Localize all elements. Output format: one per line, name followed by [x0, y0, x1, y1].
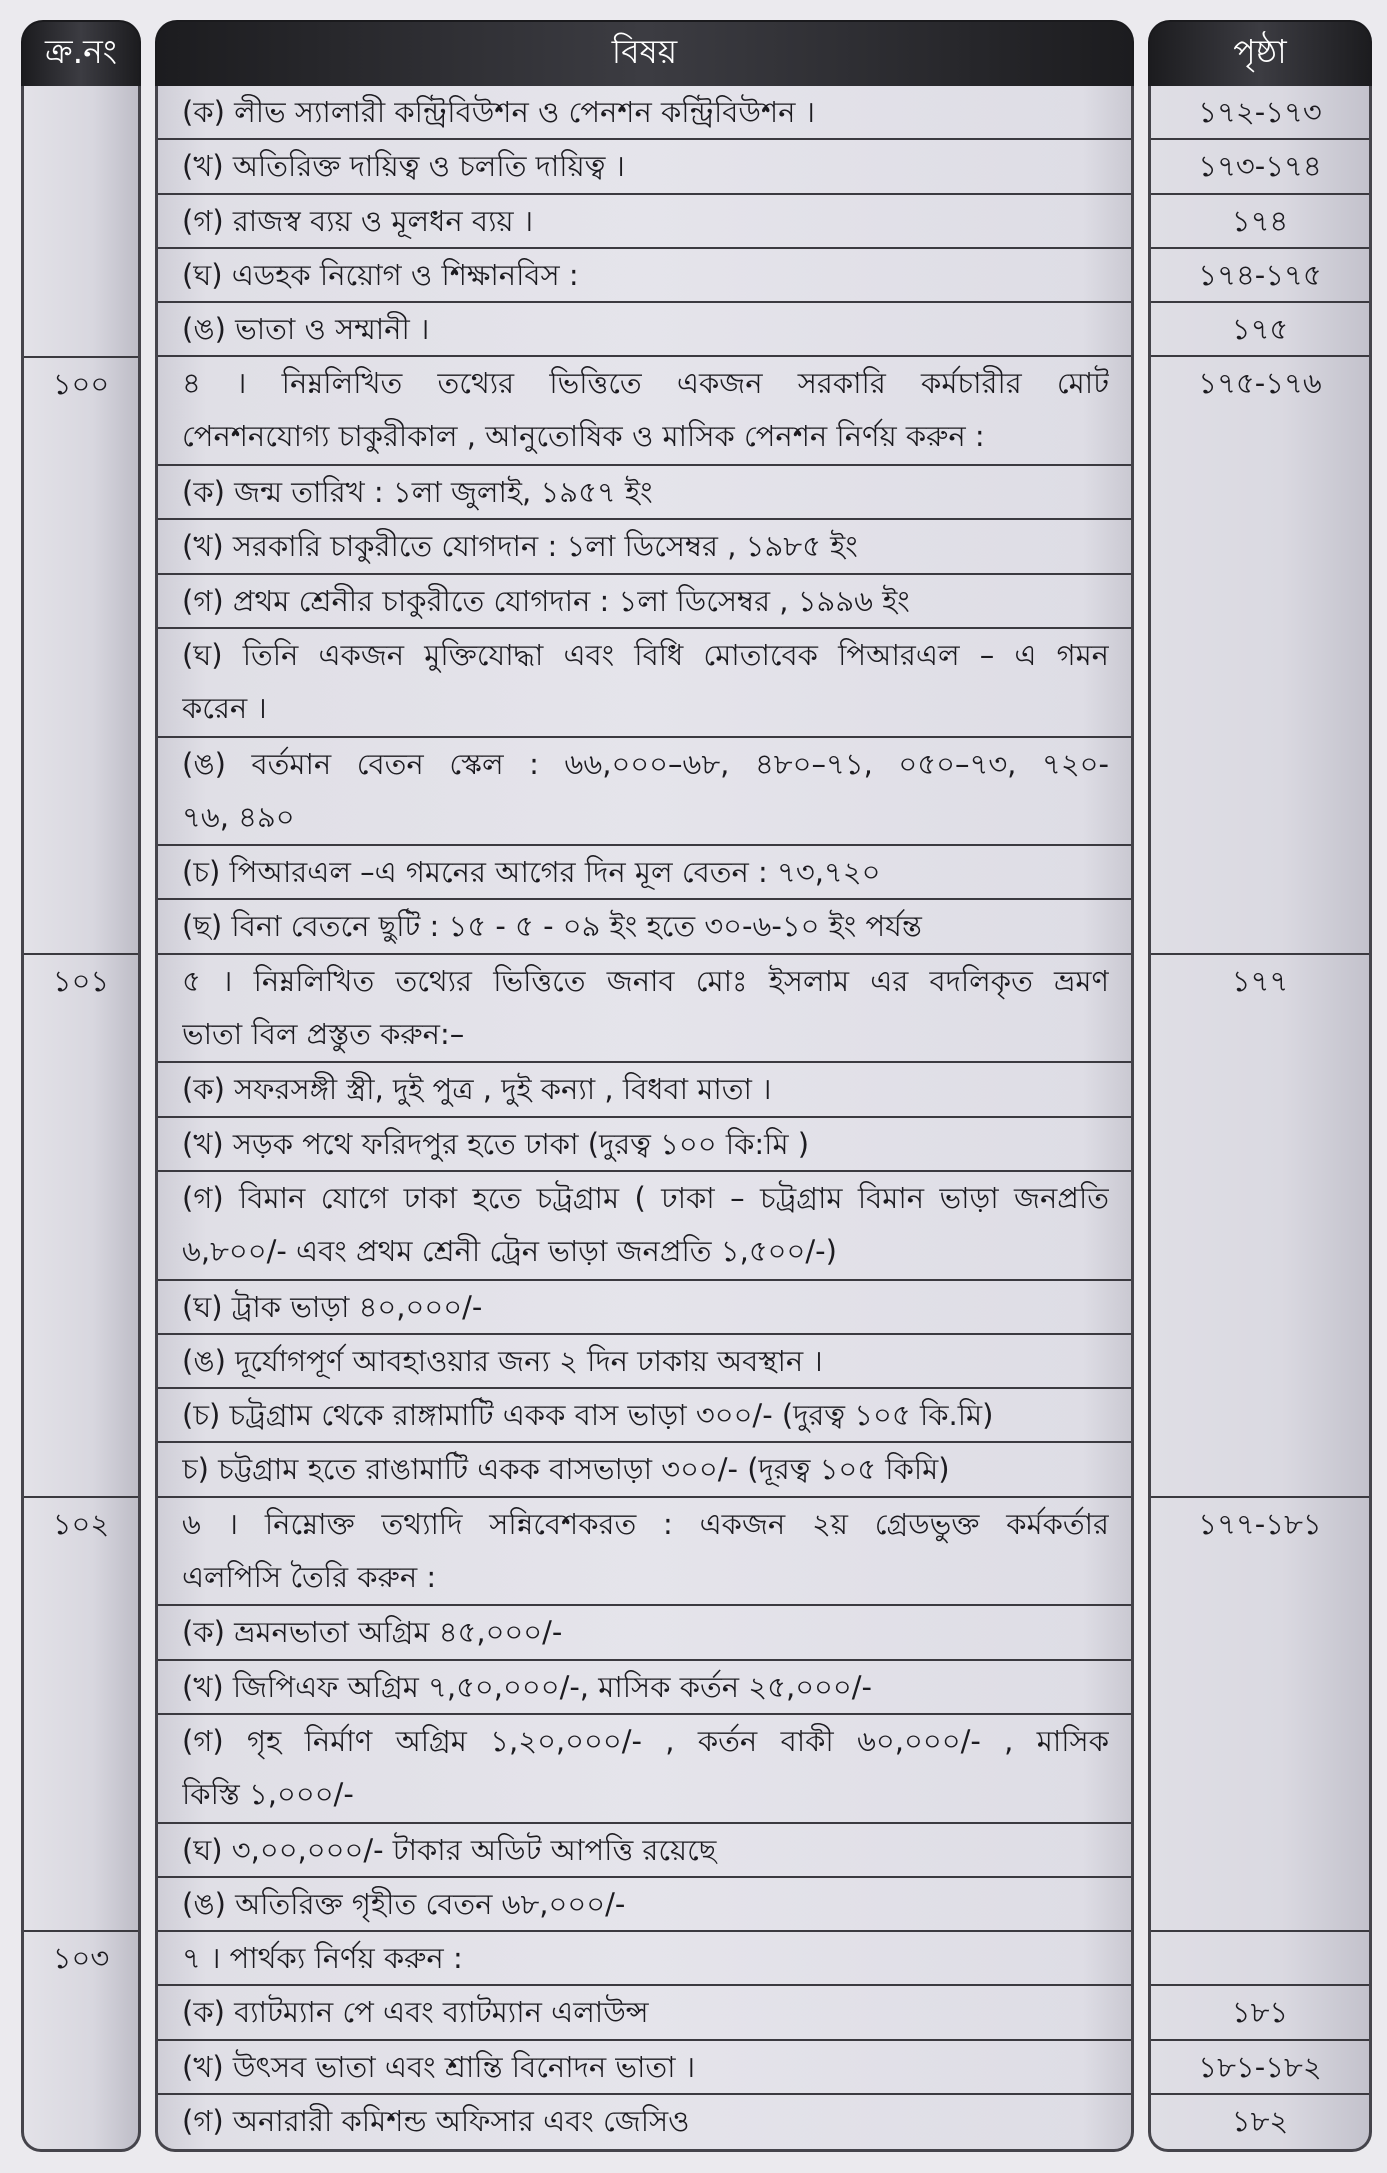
toc-row — [158, 846, 1131, 900]
row-text: (ক) জন্ম তারিখ : ১লা জুলাই, ১৯৫৭ ইং — [182, 475, 653, 510]
row-text: (গ) অনারারী কমিশন্ড অফিসার এবং জেসিও — [182, 2103, 690, 2138]
subject-column — [155, 20, 1134, 2152]
toc-row — [158, 1986, 1131, 2040]
toc-row — [158, 738, 1131, 847]
subject-header: বিষয় — [155, 20, 1134, 86]
row-text: (খ) জিপিএফ অগ্রিম ৭,৫০,০০০/-, মাসিক কর্তন ২৫,০০০/- — [182, 1669, 872, 1704]
page-cell: ১৭২-১৭৩ — [1151, 86, 1369, 140]
serial-cell: ১০০ — [24, 358, 138, 955]
row-text: ৭ । পার্থক্য নির্ণয় করুন : — [182, 1941, 463, 1976]
serial-column — [21, 20, 141, 2152]
serial-cell — [24, 86, 138, 358]
row-text: (ঙ) দূর্যোগপূর্ণ আবহাওয়ার জন্য ২ দিন ঢাকায় অবস্থান । — [182, 1343, 823, 1378]
page-cell: ১৭৪-১৭৫ — [1151, 249, 1369, 303]
toc-row — [158, 1063, 1131, 1117]
toc-row — [158, 140, 1131, 194]
toc-row — [158, 520, 1131, 574]
toc-row — [158, 1443, 1131, 1497]
row-text: (ঘ) ৩,০০,০০০/- টাকার অডিট আপত্তি রয়েছে — [182, 1832, 717, 1867]
toc-row — [158, 249, 1131, 303]
row-text: ৭৬, ৪৯০ — [182, 799, 295, 834]
page-column-body — [1148, 86, 1372, 2152]
serial-cell: ১০৩ — [52, 1941, 110, 1976]
row-text: (ঘ) ট্রাক ভাড়া ৪০,০০০/- — [182, 1289, 483, 1324]
row-text: (ঘ) এডহক নিয়োগ ও শিক্ষানবিস : — [182, 257, 579, 292]
toc-row — [158, 303, 1131, 357]
page-cell: ১৭৭-১৮১ — [1151, 1498, 1369, 1932]
row-text: (গ) বিমান যোগে ঢাকা হতে চট্রগ্রাম ( ঢাকা – চট্রগ্রাম বিমান ভাড়া জনপ্রতি — [182, 1180, 1109, 1215]
toc-row — [158, 1878, 1131, 1932]
toc-row — [158, 1118, 1131, 1172]
subject-column-body — [155, 86, 1134, 2152]
serial-cell: ১০১ — [24, 955, 138, 1498]
row-text: (ছ) বিনা বেতনে ছুটি : ১৫ - ৫ - ০৯ ইং হতে ৩০-৬-১০ ইং পর্যন্ত — [182, 909, 922, 944]
toc-row — [158, 2041, 1131, 2095]
toc-row — [158, 1281, 1131, 1335]
serial-header: ক্র.নং — [21, 20, 141, 86]
row-text: এলপিসি তৈরি করুন : — [182, 1559, 437, 1594]
row-text: (গ) গৃহ নির্মাণ অগ্রিম ১,২০,০০০/- , কর্তন বাকী ৬০,০০০/- , মাসিক — [182, 1723, 1109, 1758]
toc-row — [158, 1824, 1131, 1878]
toc-row — [158, 575, 1131, 629]
toc-row — [158, 466, 1131, 520]
toc-row — [158, 86, 1131, 140]
row-text: (গ) প্রথম শ্রেনীর চাকুরীতে যোগদান : ১লা ডিসেম্বর , ১৯৯৬ ইং — [182, 583, 910, 618]
toc-row — [158, 1606, 1131, 1660]
row-text: ভাতা বিল প্রস্তুত করুন:– — [182, 1016, 465, 1051]
row-text: (খ) সড়ক পথে ফরিদপুর হতে ঢাকা (দুরত্ব ১০০ কি:মি ) — [182, 1126, 810, 1161]
row-text: (গ) রাজস্ব ব্যয় ও মূলধন ব্যয় । — [182, 203, 534, 238]
row-text: (খ) অতিরিক্ত দায়িত্ব ও চলতি দায়িত্ব । — [182, 149, 625, 184]
row-text: (চ) পিআরএল –এ গমনের আগের দিন মূল বেতন : ৭৩,৭২০ — [182, 855, 881, 890]
serial-cell: ১০২ — [24, 1498, 138, 1932]
row-text: পেনশনযোগ্য চাকুরীকাল , আনুতোষিক ও মাসিক পেনশন নির্ণয় করুন : — [182, 419, 985, 454]
page-cell: ১৮২ — [1231, 2104, 1289, 2139]
page-cell: ১৭৭ — [1151, 955, 1369, 1498]
toc-row — [158, 1172, 1131, 1281]
toc-row — [158, 1389, 1131, 1443]
toc-question-row — [158, 1498, 1131, 1607]
row-text: (ক) লীভ স্যালারী কন্ট্রিবিউশন ও পেনশন কন্ট্রিবিউশন । — [182, 95, 816, 129]
toc-row — [158, 629, 1131, 738]
page-header: পৃষ্ঠা — [1148, 20, 1372, 86]
row-text: (ক) ভ্রমনভাতা অগ্রিম ৪৫,০০০/- — [182, 1615, 563, 1650]
row-text: (ক) সফরসঙ্গী স্ত্রী, দুই পুত্র , দুই কন্যা , বিধবা মাতা । — [182, 1072, 772, 1107]
row-text: (খ) উৎসব ভাতা এবং শ্রান্তি বিনোদন ভাতা । — [182, 2049, 696, 2084]
row-text: (খ) সরকারি চাকুরীতে যোগদান : ১লা ডিসেম্বর , ১৯৮৫ ইং — [182, 529, 858, 564]
row-text: (ঙ) অতিরিক্ত গৃহীত বেতন ৬৮,০০০/- — [182, 1886, 626, 1921]
page-cell: ১৮১-১৮২ — [1151, 2041, 1369, 2095]
serial-column-body — [21, 86, 141, 2152]
row-text: (ঙ) বর্তমান বেতন স্কেল : ৬৬,০০০–৬৮, ৪৮০–৭১, ০৫০–৭৩, ৭২০- — [182, 746, 1109, 781]
page-cell: ১৮১ — [1151, 1986, 1369, 2040]
toc-row — [158, 1715, 1131, 1824]
row-text: ৪ । নিম্নলিখিত তথ্যের ভিত্তিতে একজন সরকারি কর্মচারীর মোট — [182, 366, 1109, 401]
row-text: কিস্তি ১,০০০/- — [182, 1776, 354, 1811]
row-text: ৫ । নিম্নলিখিত তথ্যের ভিত্তিতে জনাব মোঃ ইসলাম এর বদলিকৃত ভ্রমণ — [182, 963, 1109, 998]
page-cell: ১৭৫-১৭৬ — [1151, 357, 1369, 954]
toc-row — [158, 195, 1131, 249]
row-text: করেন । — [182, 690, 267, 725]
page-column — [1148, 20, 1372, 2152]
toc-row — [158, 900, 1131, 954]
page-cell: ১৭৫ — [1151, 303, 1369, 357]
row-text: (চ) চট্রগ্রাম থেকে রাঙ্গামাটি একক বাস ভাড়া ৩০০/- (দুরত্ব ১০৫ কি.মি) — [182, 1398, 994, 1433]
row-text: চ) চট্টগ্রাম হতে রাঙামাটি একক বাসভাড়া ৩০০/- (দূরত্ব ১০৫ কিমি) — [182, 1452, 950, 1487]
row-text: ৬,৮০০/- এবং প্রথম শ্রেনী ট্রেন ভাড়া জনপ্রতি ১,৫০০/-) — [182, 1233, 837, 1268]
row-text: (ঘ) তিনি একজন মুক্তিযোদ্ধা এবং বিধি মোতাবেক পিআরএল – এ গমন — [182, 637, 1109, 672]
toc-question-row — [158, 357, 1131, 466]
toc-question-row — [158, 955, 1131, 1064]
page-cell: ১৭৩-১৭৪ — [1151, 140, 1369, 194]
toc-question-row — [158, 1932, 1131, 1986]
toc-row — [158, 2095, 1131, 2149]
row-text: ৬ । নিম্নোক্ত তথ্যাদি সন্নিবেশকরত : একজন ২য় গ্রেডভুক্ত কর্মকর্তার — [182, 1506, 1109, 1541]
page-cell: ১৭৪ — [1151, 195, 1369, 249]
toc-row — [158, 1661, 1131, 1715]
row-text: (ঙ) ভাতা ও সম্মানী । — [182, 312, 430, 347]
row-text: (ক) ব্যাটম্যান পে এবং ব্যাটম্যান এলাউন্স — [182, 1995, 649, 2030]
toc-row — [158, 1335, 1131, 1389]
page-cell — [1151, 1932, 1369, 1986]
